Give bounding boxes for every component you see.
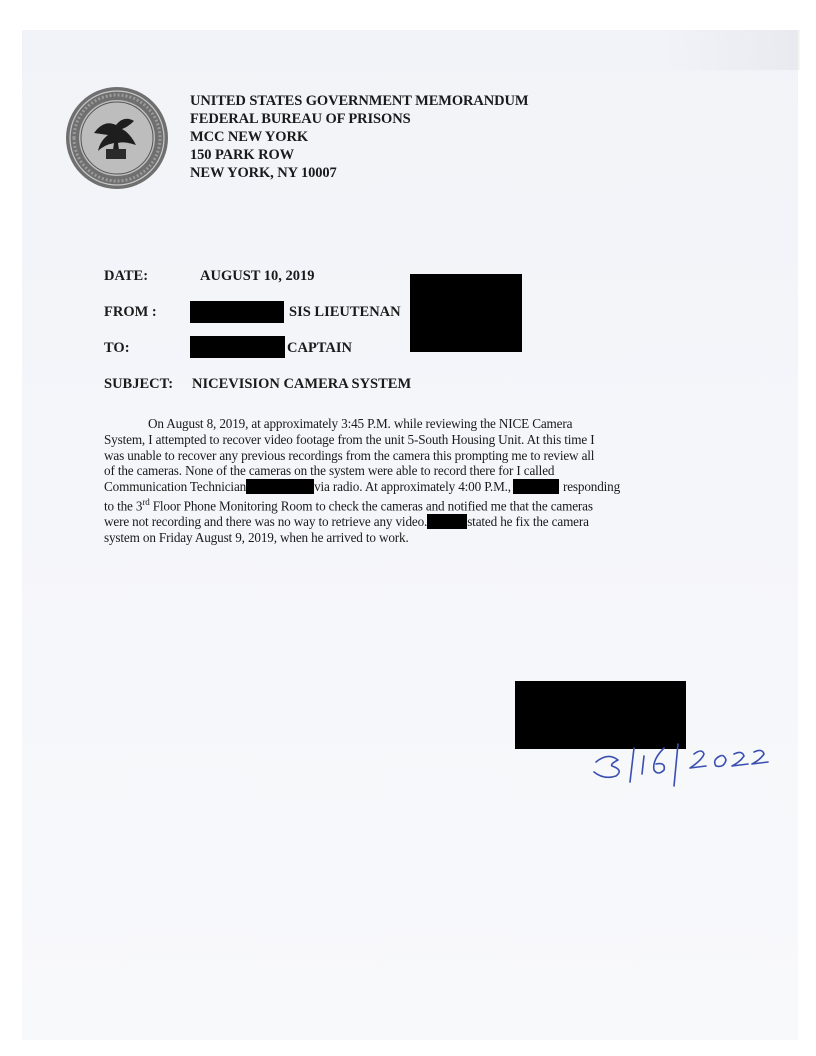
body-text-segment: responding <box>562 479 621 495</box>
header-line-street: 150 PARK ROW <box>190 147 295 163</box>
memo-header <box>190 92 528 182</box>
body-line <box>104 479 710 495</box>
body-text-segment: were not recording and there was no way to retrieve any video. <box>104 514 428 530</box>
redaction-from-name <box>190 301 284 323</box>
bop-seal-icon <box>64 85 170 191</box>
body-text-segment: to the 3 <box>104 498 143 514</box>
memo-body <box>104 416 710 546</box>
from-value: SIS LIEUTENAN <box>289 304 401 320</box>
subject-value: NICEVISION CAMERA SYSTEM <box>192 376 412 392</box>
to-label: TO: <box>104 340 130 356</box>
body-line: was unable to recover any previous recordings from the camera this prompting me to review all <box>104 447 595 463</box>
redaction-technician-name <box>246 479 314 494</box>
body-text-segment: stated he fix the camera <box>467 514 589 530</box>
redaction-name <box>427 514 467 529</box>
date-value: AUGUST 10, 2019 <box>200 268 315 284</box>
body-line <box>104 495 710 514</box>
redaction-block-header <box>410 274 522 352</box>
header-line-agency: FEDERAL BUREAU OF PRISONS <box>190 111 411 127</box>
subject-label: SUBJECT: <box>104 376 174 392</box>
header-line-facility: MCC NEW YORK <box>190 129 309 145</box>
ordinal-suffix: rd <box>142 496 150 507</box>
date-label: DATE: <box>104 268 149 284</box>
to-value: CAPTAIN <box>287 340 352 356</box>
body-line: System, I attempted to recover video footage from the unit 5-South Housing Unit. At this time I <box>104 431 595 447</box>
body-line: system on Friday August 9, 2019, when he arrived to work. <box>104 529 409 545</box>
redaction-name <box>513 479 559 494</box>
header-line-title: UNITED STATES GOVERNMENT MEMORANDUM <box>190 93 529 109</box>
from-label: FROM : <box>104 304 157 320</box>
body-line <box>104 514 710 530</box>
body-text-segment: via radio. At approximately 4:00 P.M., <box>314 479 511 495</box>
handwritten-date-icon <box>590 730 790 790</box>
body-text-segment: Floor Phone Monitoring Room to check the cameras and notified me that the cameras <box>149 498 593 514</box>
body-line: On August 8, 2019, at approximately 3:45 P.M. while reviewing the NICE Camera <box>148 416 573 431</box>
scan-shadow <box>660 30 800 70</box>
body-text-segment: Communication Technician <box>104 479 247 495</box>
header-line-city: NEW YORK, NY 10007 <box>190 165 337 181</box>
body-line: of the cameras. None of the cameras on the system were able to record there for I called <box>104 463 555 479</box>
redaction-to-name <box>190 336 285 358</box>
